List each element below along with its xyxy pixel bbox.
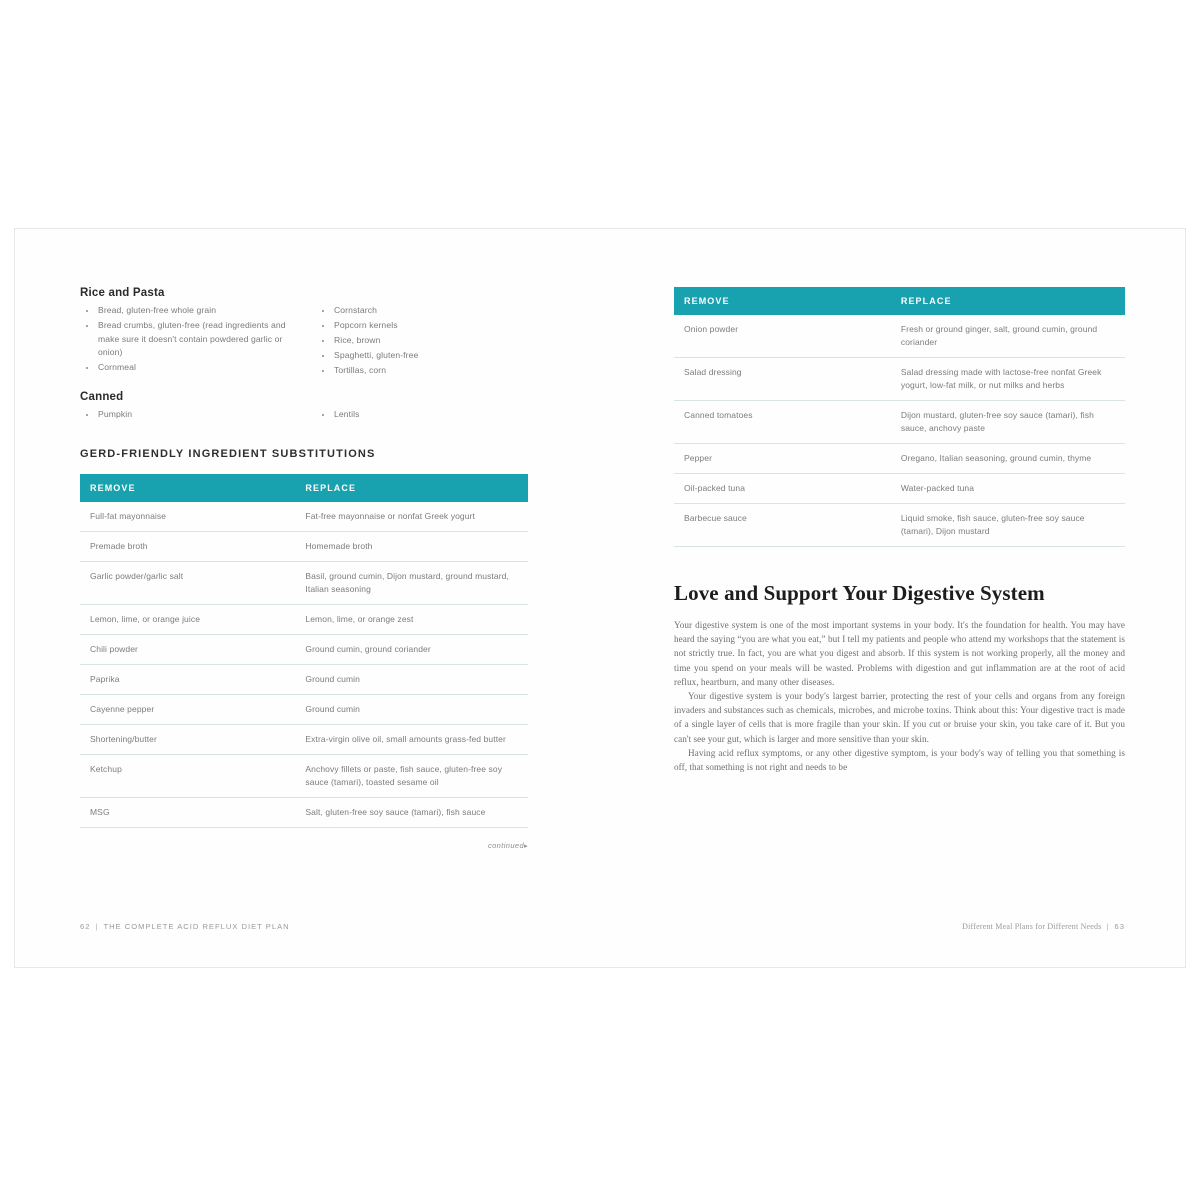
ingredient-group <box>80 287 528 379</box>
cell-remove: Lemon, lime, or orange juice <box>80 604 295 634</box>
cell-remove: Canned tomatoes <box>674 401 891 444</box>
cell-remove: Pepper <box>674 444 891 474</box>
running-title: Different Meal Plans for Different Needs <box>962 922 1102 931</box>
cell-replace: Liquid smoke, fish sauce, gluten-free soy sauce (tamari), Dijon mustard <box>891 504 1125 547</box>
footer-separator: | <box>95 922 99 931</box>
list-item: Tortillas, corn <box>316 364 528 378</box>
continued-marker <box>80 841 528 850</box>
cell-remove: Ketchup <box>80 754 295 797</box>
spacer <box>80 379 528 391</box>
footer-left <box>80 922 290 931</box>
page-number: 62 <box>80 922 91 931</box>
table-row <box>674 358 1125 401</box>
bullet-list <box>80 408 292 422</box>
table-row <box>80 634 528 664</box>
cell-replace: Water-packed tuna <box>891 474 1125 504</box>
bullet-list <box>316 304 528 378</box>
table-header <box>674 287 1125 315</box>
cell-replace: Fat-free mayonnaise or nonfat Greek yogurt <box>295 502 528 532</box>
cell-replace: Ground cumin, ground coriander <box>295 634 528 664</box>
continued-label: continued <box>487 840 525 850</box>
body-paragraph: Your digestive system is one of the most important systems in your body. It's the foundation for health. You may have heard the saying “you are what you eat,” but I tell my patients and people who attend my workshops that the statement is not strictly true. In fact, you are what you digest and absorb. If this system is not working properly, all the money and time you spend on your meals will be wasted. Problems with digestion and gut inflammation are at the root of acid reflux, heartburn, and many other diseases. <box>674 620 1125 687</box>
table-row <box>674 504 1125 547</box>
cell-replace: Fresh or ground ginger, salt, ground cumin, ground coriander <box>891 315 1125 358</box>
cell-remove: Oil-packed tuna <box>674 474 891 504</box>
column-header-replace: REPLACE <box>295 474 528 502</box>
bullet-column-left <box>80 408 292 423</box>
list-item: Bread crumbs, gluten-free (read ingredients and make sure it doesn't contain powdered garlic or onion) <box>80 319 292 360</box>
footer-right <box>962 922 1125 931</box>
bullet-list <box>316 408 528 422</box>
cell-replace: Ground cumin <box>295 664 528 694</box>
cell-remove: Paprika <box>80 664 295 694</box>
table-row <box>80 754 528 797</box>
table-row <box>80 502 528 532</box>
cell-remove: Premade broth <box>80 531 295 561</box>
section-heading: GERD-FRIENDLY INGREDIENT SUBSTITUTIONS <box>80 447 376 460</box>
left-page <box>15 229 600 967</box>
cell-replace: Salad dressing made with lactose-free nonfat Greek yogurt, low-fat milk, or nut milks and herbs <box>891 358 1125 401</box>
cell-remove: Onion powder <box>674 315 891 358</box>
cell-replace: Basil, ground cumin, Dijon mustard, ground mustard, Italian seasoning <box>295 561 528 604</box>
table-header-row <box>80 474 528 502</box>
cell-replace: Lemon, lime, or orange zest <box>295 604 528 634</box>
page-number: 63 <box>1114 922 1125 931</box>
column-header-replace: REPLACE <box>891 287 1125 315</box>
table-row <box>80 797 528 827</box>
table-header-row <box>674 287 1125 315</box>
list-item: Bread, gluten-free whole grain <box>80 304 292 318</box>
cell-replace: Oregano, Italian seasoning, ground cumin, thyme <box>891 444 1125 474</box>
substitutions-table-left <box>80 474 528 828</box>
footer-separator: | <box>1106 922 1110 931</box>
list-item: Pumpkin <box>80 408 292 422</box>
cell-remove: Garlic powder/garlic salt <box>80 561 295 604</box>
list-item: Cornmeal <box>80 361 292 375</box>
book-spread <box>14 228 1186 968</box>
cell-remove: Chili powder <box>80 634 295 664</box>
group-title: Canned <box>80 391 124 404</box>
cell-remove: MSG <box>80 797 295 827</box>
cell-remove: Cayenne pepper <box>80 694 295 724</box>
bullet-column-left <box>80 304 292 379</box>
table-row <box>80 694 528 724</box>
table-row <box>80 664 528 694</box>
ingredient-group <box>80 391 528 423</box>
bullet-list <box>80 304 292 375</box>
body-paragraph: Your digestive system is your body's largest barrier, protecting the rest of your cells and organs from any foreign invaders and substances such as chemicals, microbes, and microbe toxins. Think about this: Your digestive tract is made of a single layer of cells that is more fragile than your skin. If you cut or bruise your skin, you take care of it. But you can't see your gut, which is larger and more sensitive than your skin. <box>674 691 1125 744</box>
table-row <box>674 444 1125 474</box>
table-row <box>674 315 1125 358</box>
bullet-column-right <box>316 408 528 423</box>
cell-remove: Salad dressing <box>674 358 891 401</box>
cell-remove: Full-fat mayonnaise <box>80 502 295 532</box>
table-body <box>80 502 528 828</box>
cell-remove: Barbecue sauce <box>674 504 891 547</box>
cell-remove: Shortening/butter <box>80 724 295 754</box>
cell-replace: Extra-virgin olive oil, small amounts grass-fed butter <box>295 724 528 754</box>
cell-replace: Salt, gluten-free soy sauce (tamari), fish sauce <box>295 797 528 827</box>
column-header-remove: REMOVE <box>674 287 891 315</box>
book-title: THE COMPLETE ACID REFLUX DIET PLAN <box>103 922 290 931</box>
table-row <box>80 604 528 634</box>
chapter-heading: Love and Support Your Digestive System <box>674 581 1045 605</box>
cell-replace: Anchovy fillets or paste, fish sauce, gluten-free soy sauce (tamari), toasted sesame oil <box>295 754 528 797</box>
list-item: Rice, brown <box>316 334 528 348</box>
list-item: Spaghetti, gluten-free <box>316 349 528 363</box>
continued-arrow-icon: ▸ <box>524 842 528 850</box>
list-item: Cornstarch <box>316 304 528 318</box>
table-row <box>80 531 528 561</box>
bullet-columns <box>80 304 528 379</box>
cell-replace: Homemade broth <box>295 531 528 561</box>
table-row <box>80 561 528 604</box>
body-paragraph: Having acid reflux symptoms, or any other digestive symptom, is your body's way of telling you that something is off, that something is not right and needs to be <box>674 747 1125 773</box>
group-title: Rice and Pasta <box>80 287 165 299</box>
table-row <box>674 401 1125 444</box>
table-row <box>674 474 1125 504</box>
table-row <box>80 724 528 754</box>
cell-replace: Dijon mustard, gluten-free soy sauce (tamari), fish sauce, anchovy paste <box>891 401 1125 444</box>
table-body <box>674 315 1125 547</box>
right-page <box>600 229 1185 967</box>
bullet-column-right <box>316 304 528 379</box>
list-item: Popcorn kernels <box>316 319 528 333</box>
column-header-remove: REMOVE <box>80 474 295 502</box>
list-item: Lentils <box>316 408 528 422</box>
cell-replace: Ground cumin <box>295 694 528 724</box>
table-header <box>80 474 528 502</box>
bullet-columns <box>80 408 528 423</box>
substitutions-table-right <box>674 287 1125 547</box>
